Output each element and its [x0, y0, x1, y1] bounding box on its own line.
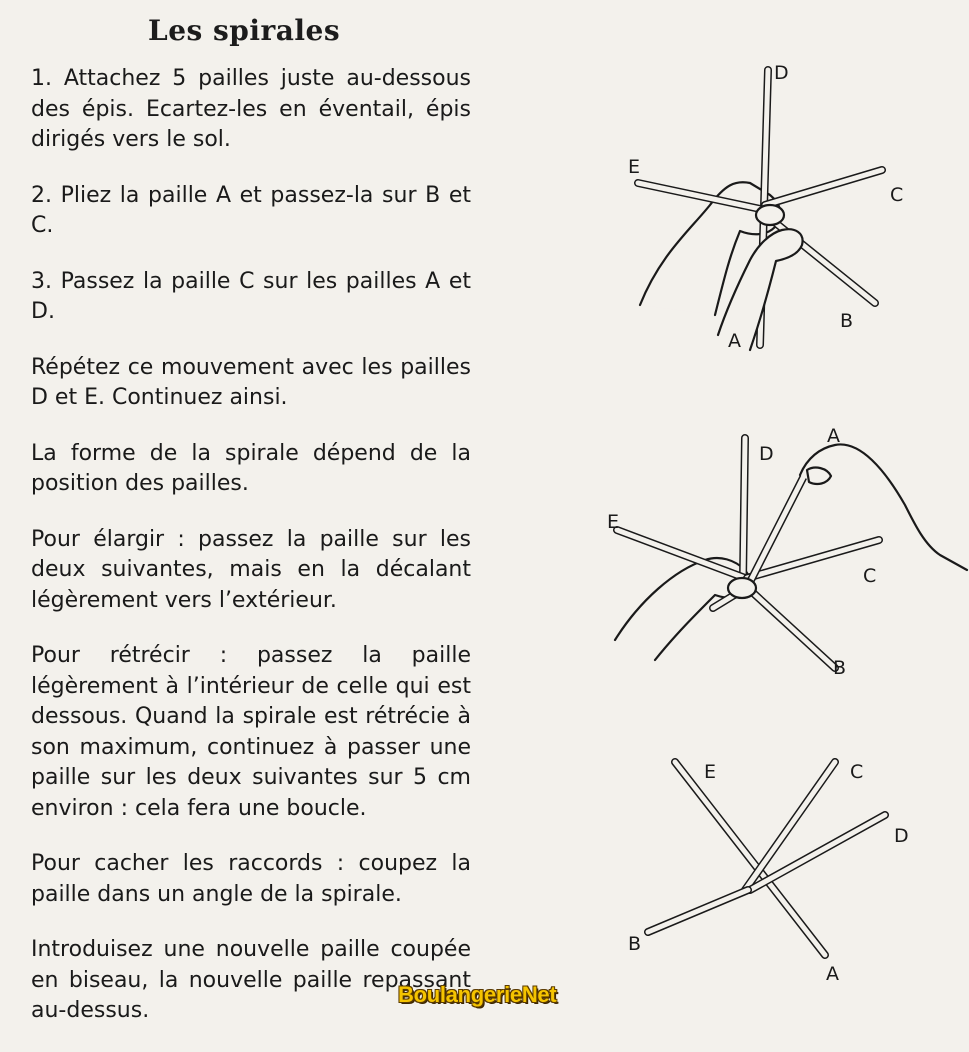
- straw-label-c: C: [890, 184, 904, 206]
- straw-label-a: A: [728, 330, 741, 352]
- straw-label-c: C: [850, 761, 864, 783]
- straw-label-b: B: [833, 657, 847, 679]
- diagram-step-3: [620, 750, 969, 990]
- straw-label-c: C: [863, 565, 877, 587]
- straw-label-d: D: [894, 825, 909, 847]
- paragraph-hide-joins: Pour cacher les raccords : coupez la paille dans un angle de la spirale.: [31, 851, 471, 907]
- straw-label-e: E: [607, 511, 620, 533]
- straw-label-d: D: [759, 443, 774, 465]
- paragraph-repeat: Répétez ce mouvement avec les pailles D et E. Continuez ainsi.: [31, 354, 471, 410]
- watermark-logo: BoulangerieNet: [398, 982, 557, 1007]
- straw-label-e: E: [704, 761, 717, 783]
- paragraph-new-straw: Introduisez une nouvelle paille coupée en biseau, la nouvelle paille repassant au-dessus.: [31, 937, 471, 1023]
- diagram-step-1: [600, 55, 969, 355]
- paragraph-shape: La forme de la spirale dépend de la position des pailles.: [31, 440, 471, 496]
- page-title: Les spirales: [148, 14, 341, 47]
- straw-label-a: A: [826, 963, 839, 985]
- hand-icon: [800, 444, 967, 570]
- paragraph-widen: Pour élargir : passez la paille sur les deux suivantes, mais en la décalant légèrement vers l’extérieur.: [31, 526, 471, 613]
- paragraph-step-2: 2. Pliez la paille A et passez-la sur B et C.: [31, 182, 471, 238]
- instructions-column: [31, 64, 471, 1052]
- straw-label-b: B: [628, 933, 642, 955]
- paragraph-step-1: 1. Attachez 5 pailles juste au-dessous des épis. Ecartez-les en éventail, épis dirigés vers le sol.: [31, 66, 471, 152]
- paragraph-step-3: 3. Passez la paille C sur les pailles A et D.: [31, 268, 471, 324]
- straw-group: [648, 762, 885, 955]
- diagram-step-2: [595, 410, 969, 690]
- straw-label-d: D: [774, 62, 789, 84]
- paragraph-narrow: Pour rétrécir : passez la paille légèrement à l’intérieur de celle qui est dessous. Quand la spirale est rétrécie à son maximum, continuez à passer une paille sur les deux suivantes sur 5 cm environ : cela fera une boucle.: [31, 643, 471, 821]
- straw-label-a: A: [827, 425, 840, 447]
- straw-label-b: B: [840, 310, 854, 332]
- straw-label-e: E: [628, 156, 641, 178]
